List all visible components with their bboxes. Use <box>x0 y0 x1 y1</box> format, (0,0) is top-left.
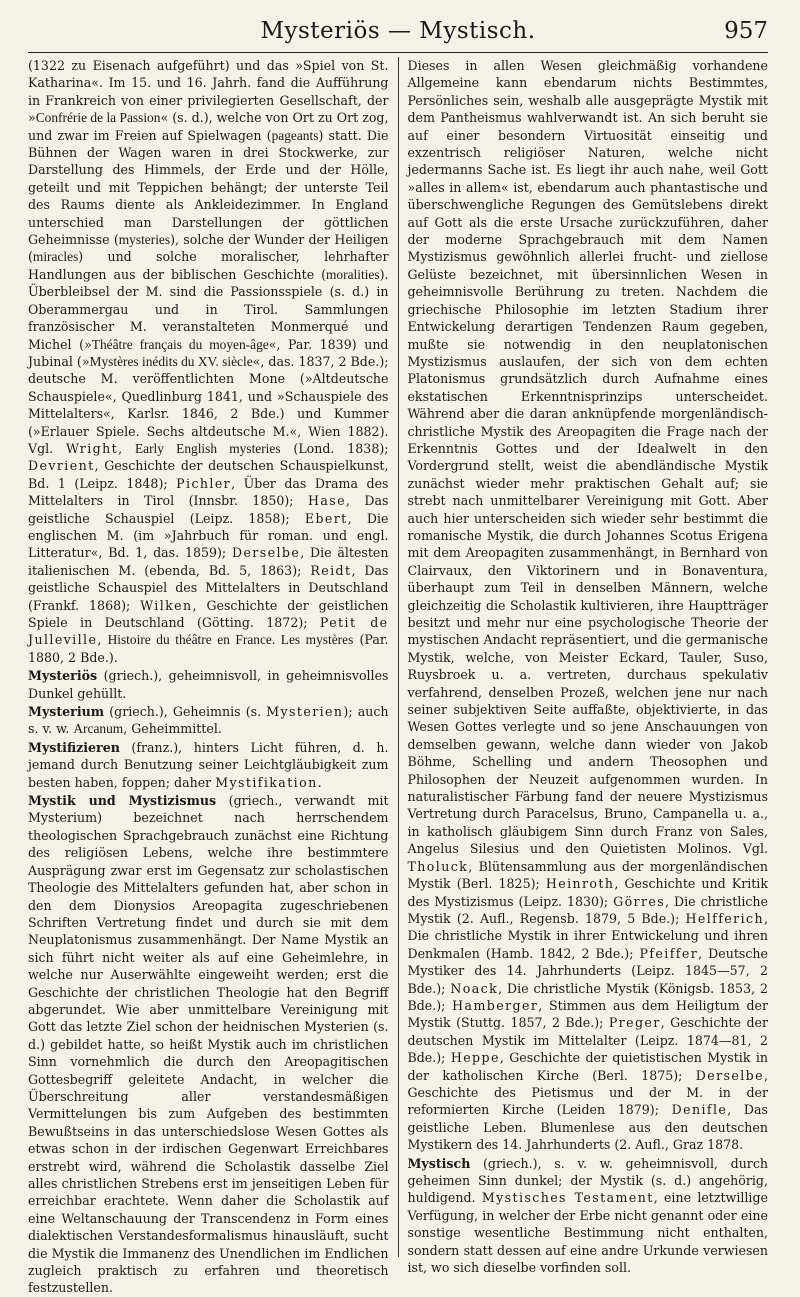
entry-text: , Geschichte und Kritik des Mystizismus (Leipz. 1830); <box>407 876 768 909</box>
entry-text: «, das. 1837, 2 Bde.); deutsche M. veröffentlichten Mone (»Altdeutsche Schauspiele«, Quedlinburg 1841, und »Schauspiele des Mittelalters«, Karlsr. 1846, 2 Bde.) und Kummer (»Erlauer Spiele. Sechs altdeutsche M.«, Wien 1882). Vgl. <box>28 353 389 456</box>
entry-text: Preger <box>608 1015 661 1031</box>
left-column <box>28 57 398 1296</box>
entry-headword: Mysterium <box>28 704 105 720</box>
entry-text: Early English mysteries <box>134 440 281 456</box>
entry-text: Mysterien <box>266 704 344 720</box>
entry-text: Théâtre français du moyen-âge <box>91 336 269 352</box>
entry-mystik-continued <box>407 57 768 1154</box>
entry-text: ) und solche moralischer, lehrhafter Handlungen aus der biblischen Geschichte ( <box>28 249 389 282</box>
entry-text: , Die christliche Mystik (Königsb. 1853, 2 Bde.); <box>407 980 768 1013</box>
entry-text: Derselbe <box>231 545 301 561</box>
entry-text: Heppe <box>450 1050 500 1066</box>
entry-text: , <box>97 632 108 648</box>
entry-text: ); auch s. v. w. <box>28 704 389 737</box>
right-column <box>398 57 768 1276</box>
entry-text: «, Par. 1839) und Jubinal (» <box>28 336 389 369</box>
entry-text: , Die christliche Mystik (2. Aufl., Regensb. 1879, 5 Bde.); <box>407 893 768 926</box>
entry-text: Wilken <box>140 597 193 613</box>
entry-text: Helfferich <box>685 910 764 926</box>
entry-headword: Mystifizieren <box>28 739 120 755</box>
entry-text: , Geschichte des Pietismus und der M. in der reformierten Kirche (Leiden 1879); <box>407 1067 768 1118</box>
entry-text: ). Überbleibsel der M. sind die Passionsspiele (s. d.) in Oberammergau und in Tirol. Sammlungen französischer M. veranstalteten Monmerqué und Michel (» <box>28 266 389 352</box>
entry-text: , Blütensammlung aus der morgenländischen Mystik (Berl. 1825); <box>407 858 768 892</box>
entry-text: « (s. d.), welche von Ort zu Ort zog, und zwar im Freien auf Spielwagen ( <box>28 110 389 143</box>
running-head: Mysteriös — Mystisch. <box>260 18 536 44</box>
entry-text: , Geschichte der deutschen Mystik im Mittelalter (Leipz. 1874—81, 2 Bde.); <box>407 1015 768 1066</box>
entry-text: Görres <box>613 893 666 909</box>
entry-text: Arcanum <box>73 721 124 737</box>
entry-text: , Deutsche Mystiker des 14. Jahrhunderts (Leipz. 1845—57, 2 Bde.); <box>407 945 768 996</box>
entry-text: , Stimmen aus dem Heiligtum der Mystik (Stuttg. 1857, 2 Bde.); <box>407 997 768 1031</box>
entry-text: Derselbe <box>695 1067 764 1083</box>
text-columns <box>28 57 768 1296</box>
entry-text: Tholuck <box>407 858 469 874</box>
entry-text: Mystisches Testament <box>481 1190 654 1206</box>
entry-text: Denifle <box>671 1102 728 1118</box>
entry-text: (griech., verwandt mit Mysterium) bezeichnet nach herrschendem theologischen Sprachgebrauch zunächst eine Richtung des religiösen Lebens, welche ihre bestimmtere Ausprägung zwar erst im Gegensatz zur scholastischen Theologie des Mittelalters gefunden hat, aber schon in den dem Dionysios Areopagita zugeschriebenen Schriften Vertretung findet und durch sie mit dem Neuplatonismus zusammenhängt. Der Name Mystik an sich führt nicht weiter als auf eine Geheimlehre, in welche nur Auserwählte eingeweiht werden; erst die Geschichte der christlichen Theologie hat den Begriff abgerundet. Wie aber unmittelbare Vereinigung mit Gott das letzte Ziel schon der heidnischen Mysterien (s. d.) gebildet hatte, so heißt Mystik auch im christlichen Sinn vornehmlich die durch den Areopagitischen Gottesbegriff geleitete Andacht, in welcher die Überschreitung aller verstandesmäßigen Vermittelungen bis zum Aufgeben des bestimmten Bewußtseins in das unterschiedslose Wesen Gottes als etwas schon in der irdischen Gegenwart Erreichbares erstrebt wird, während die Scholastik dasselbe Ziel alles christlichen Strebens erst im jenseitigen Leben für erreichbar erachtete. Wenn daher die Scholastik auf eine Weltanschauung der Transcendenz in Form eines dialektischen Verstandesformalismus hinausläuft, sucht die Mystik die Immanenz des Unendlichen im Endlichen zugleich praktisch zu erfahren und theoretisch festzustellen. <box>28 793 389 1296</box>
entry-text: , Das geistliche Schauspiel des Mittelalters in Deutschland (Frankf. 1868); <box>28 562 389 613</box>
entry-text: moralities <box>326 266 380 282</box>
entry-text: (Par. 1880, 2 Bde.). <box>28 632 389 665</box>
entry-text: ), solche der Wunder der Heiligen ( <box>28 232 389 265</box>
entry-text: Petit de Julleville <box>28 615 389 648</box>
entry-mystik <box>28 792 389 1297</box>
entry-text: Pfeiffer <box>639 945 699 961</box>
entry-text: . <box>317 774 322 790</box>
entry-headword: Mystisch <box>407 1155 471 1171</box>
entry-text: , Über das Drama des Mittelalters in Tirol (Innsbr. 1850); <box>28 475 389 509</box>
entry-text: , Die christliche Mystik in ihrer Entwickelung und ihren Denkmalen (Hamb. 1842, 2 Bde.); <box>407 910 768 961</box>
entry-text: Mystifikation <box>215 774 318 790</box>
entry-text: , Die englischen M. (im »Jahrbuch für roman. und engl. Litteratur«, Bd. 1, das. 1859); <box>28 510 389 561</box>
entry-text: (griech.), geheimnisvoll, in geheimnisvolles Dunkel gehüllt. <box>28 668 389 701</box>
entry-text: Heinroth <box>545 876 615 892</box>
entry-text: Devrient <box>28 458 95 474</box>
entry-text: Noack <box>450 980 499 996</box>
entry-text: pageants <box>271 127 319 143</box>
entry-text: Wright <box>66 440 119 456</box>
entry-mystifizieren <box>28 739 389 791</box>
entry-text: , eine letztwillige Verfügung, in welcher der Erbe nicht genannt oder eine sonstige wesentliche Bestimmung nicht enthalten, sondern statt dessen auf eine andre Urkunde verwiesen ist, wo sich dieselbe vorfinden soll. <box>407 1190 768 1276</box>
page-header <box>28 8 768 53</box>
entry-text: Mystères inédits du XV. siècle <box>89 353 253 369</box>
entry-text: Hamberger <box>452 997 539 1013</box>
entry-text: , Das geistliche Leben. Blumenlese aus den deutschen Mystikern des 14. Jahrhunderts (2. Aufl., Graz 1878. <box>407 1102 768 1153</box>
entry-text: Confrérie de la Passion <box>35 110 161 126</box>
entry-text: miracles <box>32 249 79 265</box>
entry-headword: Mysteriös <box>28 668 98 684</box>
entry-text: , Geheimmittel. <box>123 721 222 737</box>
entry-text: , Geschichte der geistlichen Spiele in Deutschland (Götting. 1872); <box>28 597 389 630</box>
entry-text: , Geschichte der deutschen Schauspielkunst, Bd. 1 (Leipz. 1848); <box>28 458 389 491</box>
entry-text: , <box>118 440 135 456</box>
entry-mystisch <box>407 1155 768 1277</box>
entry-mysterium <box>28 703 389 738</box>
entry-text: , Das geistliche Schauspiel (Leipz. 1858); <box>28 493 389 526</box>
entry-mysterien-continued <box>28 57 389 666</box>
entry-mysterioes <box>28 667 389 702</box>
entry-text: (1322 zu Eisenach aufgeführt) und das »Spiel von St. Katharina«. Im 15. und 16. Jahrh. fand die Aufführung in Frankreich von einer privilegierten Gesellschaft, der » <box>28 58 389 126</box>
entry-text: (griech.), Geheimnis (s. <box>104 704 267 720</box>
entry-text: Pichler <box>176 475 232 491</box>
entry-text: Histoire du théâtre en France. Les mystères <box>107 632 354 648</box>
entry-text: (griech.), s. v. w. geheimnisvoll, durch geheimen Sinn dunkel; der Mystik (s. d.) angehörig, huldigend. <box>407 1155 768 1206</box>
entry-text: , Geschichte der quietistischen Mystik in der katholischen Kirche (Berl. 1875); <box>407 1050 768 1083</box>
page-number: 957 <box>724 18 768 44</box>
entry-text: Dieses in allen Wesen gleichmäßig vorhandene Allgemeine kann ebendarum nichts Bestimmtes, Persönliches sein, weshalb alle ausgeprägte Mystik mit dem Pantheismus wahlverwandt ist. An sich beruht sie auf einer besondern Virtuosität einseitig und exzentrisch religiöser Naturen, welche nicht jedermanns Sache ist. Es liegt ihr auch nahe, weil Gott »alles in allem« ist, ebendarum auch phantastische und überschwengliche Regungen des Gemütslebens direkt auf Gott als die erste Ursache zurückzuführen, daher der moderne Sprachgebrauch mit dem Namen Mystizismus gewöhnlich allerlei frucht- und ziellose Gelüste bezeichnet, mit übersinnlichen Wesen in geheimnisvolle Berührung zu treten. Nachdem die griechische Philosophie im letzten Stadium ihrer Entwickelung derartigen Tendenzen Raum gegeben, mußte sie notwendig in den neuplatonischen Mystizismus auslaufen, der sich von dem echten Platonismus grundsätzlich durch Aufnahme eines ekstatischen Erkenntnisprinzips unterscheidet. Während aber die daran anknüpfende morgenländisch-christliche Mystik des Areopagiten die Frage nach der Erkenntnis Gottes und der Idealwelt in den Vordergrund stellt, weist die abendländische Mystik zunächst wieder mehr praktischen Gehalt auf; sie strebt nach unmittelbarer Vereinigung mit Gott. Aber auch hier unterscheiden sich wieder sehr bestimmt die romanische Mystik, die durch Johannes Scotus Erigena mit dem Areopagiten zusammenhängt, in Bernhard von Clairvaux, den Viktorinern und in Bonaventura, überhaupt zum Teil in denselben Männern, welche gleichzeitig die Scholastik kultivieren, ihre Hauptträger besitzt und mehr nur eine psychologische Theorie der mystischen Andacht repräsentiert, und die germanische Mystik, welche, von Meister Eckard, Tauler, Suso, Ruysbroek u. a. vertreten, durchaus spekulativ verfahrend, denselben Prozeß, welchen jene nur nach seiner subjektiven Seite auffaßte, objektivierte, in das Wesen Gottes verlegte und so jene Anschauungen von demselben gewann, welche dann wieder von Jakob Böhme, Schelling und andern Theosophen und Philosophen der Neuzeit aufgenommen wurden. In naturalistischer Färbung fand der neuere Mystizismus Vertretung durch Paracelsus, Bruno, Campanella u. a., in katholisch gläubigem Sinn durch Franz von Sales, Angelus Silesius und den Quietisten Molinos. Vgl. <box>407 58 768 857</box>
entry-text: ) statt. Die Bühnen der Wagen waren in drei Stockwerke, zur Darstellung des Himmels, der Erde und der Hölle, geteilt und mit Teppichen behängt; der unterste Teil des Raums diente als Ankleidezimmer. In England unterschied man Darstellungen der göttlichen Geheimnisse ( <box>28 127 389 248</box>
entry-text: Hase <box>307 493 346 509</box>
entry-text: Ebert <box>304 510 348 526</box>
entry-text: mysteries <box>118 232 171 248</box>
entry-text: , Die ältesten italienischen M. (ebenda, Bd. 5, 1863); <box>28 545 389 578</box>
entry-headword: Mystik und Mystizismus <box>28 793 217 809</box>
entry-text: Reidt <box>310 562 352 578</box>
entry-text: (franz.), hinters Licht führen, d. h. jemand durch Benutzung seiner Leichtgläubigkeit zum besten haben, foppen; daher <box>28 739 389 790</box>
entry-text: (Lond. 1838); <box>280 440 389 456</box>
